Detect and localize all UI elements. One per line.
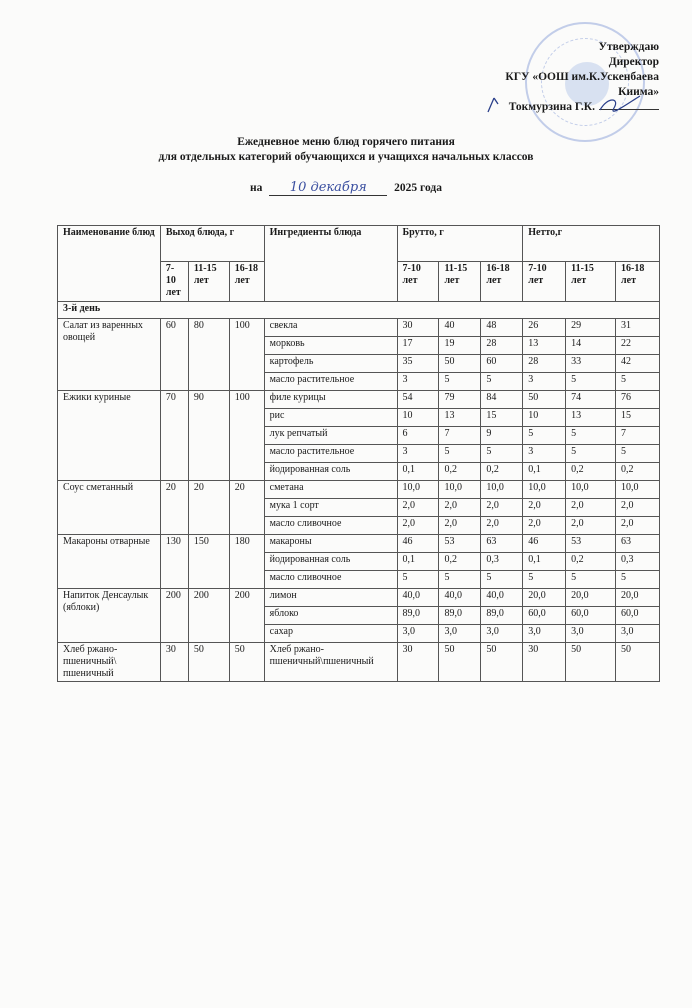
netto-value: 10,0 [616, 481, 660, 499]
brutto-value: 50 [439, 643, 481, 682]
brutto-value: 5 [439, 373, 481, 391]
brutto-value: 3 [397, 445, 439, 463]
day-label: 3-й день [58, 302, 660, 319]
ingredient-name: филе курицы [264, 391, 397, 409]
brutto-value: 89,0 [439, 607, 481, 625]
netto-value: 50 [523, 391, 566, 409]
netto-value: 2,0 [523, 517, 566, 535]
brutto-value: 5 [397, 571, 439, 589]
netto-value: 28 [523, 355, 566, 373]
brutto-value: 46 [397, 535, 439, 553]
dish-yield: 20 [188, 481, 229, 535]
netto-value: 10,0 [566, 481, 616, 499]
brutto-value: 10 [397, 409, 439, 427]
ingredient-name: яблоко [264, 607, 397, 625]
netto-value: 0,1 [523, 553, 566, 571]
header-dish-name: Наименование блюд [58, 226, 161, 302]
netto-value: 26 [523, 319, 566, 337]
ingredient-row [58, 589, 660, 607]
brutto-value: 50 [439, 355, 481, 373]
header-age-netto: 11-15 лет [566, 262, 616, 302]
brutto-value: 10,0 [439, 481, 481, 499]
brutto-value: 40 [439, 319, 481, 337]
netto-value: 0,1 [523, 463, 566, 481]
signature-icon [480, 94, 670, 114]
brutto-value: 5 [481, 445, 523, 463]
brutto-value: 2,0 [439, 499, 481, 517]
dish-yield: 50 [229, 643, 264, 682]
dish-yield: 100 [229, 391, 264, 481]
brutto-value: 5 [481, 571, 523, 589]
dish-yield: 20 [229, 481, 264, 535]
document-subtitle: для отдельных категорий обучающихся и учащихся начальных классов [158, 151, 534, 163]
brutto-value: 63 [481, 535, 523, 553]
dish-yield: 30 [160, 643, 188, 682]
netto-value: 20,0 [616, 589, 660, 607]
ingredient-name: йодированная соль [264, 463, 397, 481]
brutto-value: 79 [439, 391, 481, 409]
netto-value: 2,0 [523, 499, 566, 517]
brutto-value: 2,0 [481, 517, 523, 535]
netto-value: 13 [523, 337, 566, 355]
ingredient-row [58, 481, 660, 499]
brutto-value: 10,0 [481, 481, 523, 499]
brutto-value: 89,0 [481, 607, 523, 625]
netto-value: 0,2 [566, 463, 616, 481]
dish-yield: 200 [229, 589, 264, 643]
header-netto: Нетто,г [523, 226, 660, 262]
dish-name: Соус сметанный [58, 481, 161, 535]
netto-value: 7 [616, 427, 660, 445]
ingredient-name: макароны [264, 535, 397, 553]
brutto-value: 0,1 [397, 463, 439, 481]
date-prefix: на [250, 182, 263, 194]
ingredient-name: сметана [264, 481, 397, 499]
ingredient-name: картофель [264, 355, 397, 373]
netto-value: 0,2 [566, 553, 616, 571]
brutto-value: 15 [481, 409, 523, 427]
dish-yield: 80 [188, 319, 229, 391]
dish-yield: 50 [188, 643, 229, 682]
netto-value: 0,3 [616, 553, 660, 571]
netto-value: 5 [523, 571, 566, 589]
brutto-value: 13 [439, 409, 481, 427]
netto-value: 50 [616, 643, 660, 682]
netto-value: 33 [566, 355, 616, 373]
dish-name: Макароны отварные [58, 535, 161, 589]
ingredient-row [58, 535, 660, 553]
header-age-yield: 11-15 лет [188, 262, 229, 302]
menu-date [0, 180, 692, 196]
netto-value: 3,0 [523, 625, 566, 643]
netto-value: 3 [523, 373, 566, 391]
dish-yield: 200 [160, 589, 188, 643]
ingredient-name: Хлеб ржано-пшеничный\пшеничный [264, 643, 397, 682]
netto-value: 2,0 [616, 499, 660, 517]
brutto-value: 5 [439, 571, 481, 589]
header-age-brutto: 16-18 лет [481, 262, 523, 302]
brutto-value: 2,0 [481, 499, 523, 517]
brutto-value: 6 [397, 427, 439, 445]
approval-line: Киима» [618, 86, 659, 98]
ingredient-name: лимон [264, 589, 397, 607]
dish-yield: 200 [188, 589, 229, 643]
header-yield: Выход блюда, г [160, 226, 264, 262]
brutto-value: 9 [481, 427, 523, 445]
netto-value: 10 [523, 409, 566, 427]
netto-value: 2,0 [616, 517, 660, 535]
document-title: Ежедневное меню блюд горячего питания [237, 136, 455, 148]
brutto-value: 2,0 [397, 517, 439, 535]
date-suffix: 2025 года [394, 182, 442, 194]
header-age-yield: 7-10 лет [160, 262, 188, 302]
brutto-value: 50 [481, 643, 523, 682]
ingredient-name: лук репчатый [264, 427, 397, 445]
netto-value: 15 [616, 409, 660, 427]
ingredient-row [58, 643, 660, 682]
netto-value: 29 [566, 319, 616, 337]
brutto-value: 3,0 [397, 625, 439, 643]
brutto-value: 5 [481, 373, 523, 391]
approval-line: КГУ «ООШ им.К.Ускенбаева [505, 71, 659, 83]
brutto-value: 89,0 [397, 607, 439, 625]
netto-value: 2,0 [566, 499, 616, 517]
netto-value: 60,0 [616, 607, 660, 625]
date-handwritten: 10 декабря [269, 180, 387, 196]
netto-value: 10,0 [523, 481, 566, 499]
netto-value: 74 [566, 391, 616, 409]
netto-value: 46 [523, 535, 566, 553]
netto-value: 53 [566, 535, 616, 553]
netto-value: 3,0 [566, 625, 616, 643]
dish-yield: 180 [229, 535, 264, 589]
netto-value: 5 [616, 571, 660, 589]
netto-value: 5 [566, 427, 616, 445]
netto-value: 60,0 [523, 607, 566, 625]
netto-value: 2,0 [566, 517, 616, 535]
netto-value: 50 [566, 643, 616, 682]
brutto-value: 48 [481, 319, 523, 337]
brutto-value: 84 [481, 391, 523, 409]
ingredient-row [58, 319, 660, 337]
dish-yield: 20 [160, 481, 188, 535]
dish-yield: 100 [229, 319, 264, 391]
header-age-brutto: 7-10 лет [397, 262, 439, 302]
ingredient-name: сахар [264, 625, 397, 643]
ingredient-row [58, 391, 660, 409]
ingredient-name: мука 1 сорт [264, 499, 397, 517]
dish-name: Напиток Денсаулык (яблоки) [58, 589, 161, 643]
netto-value: 13 [566, 409, 616, 427]
netto-value: 30 [523, 643, 566, 682]
netto-value: 5 [523, 427, 566, 445]
netto-value: 42 [616, 355, 660, 373]
brutto-value: 60 [481, 355, 523, 373]
netto-value: 0,2 [616, 463, 660, 481]
netto-value: 5 [566, 445, 616, 463]
ingredient-name: масло сливочное [264, 517, 397, 535]
brutto-value: 35 [397, 355, 439, 373]
netto-value: 63 [616, 535, 660, 553]
netto-value: 3 [523, 445, 566, 463]
dish-name: Салат из варенных овощей [58, 319, 161, 391]
ingredient-name: рис [264, 409, 397, 427]
netto-value: 14 [566, 337, 616, 355]
netto-value: 20,0 [523, 589, 566, 607]
netto-value: 31 [616, 319, 660, 337]
brutto-value: 0,2 [481, 463, 523, 481]
brutto-value: 28 [481, 337, 523, 355]
ingredient-name: масло растительное [264, 445, 397, 463]
brutto-value: 30 [397, 319, 439, 337]
brutto-value: 10,0 [397, 481, 439, 499]
brutto-value: 3,0 [439, 625, 481, 643]
ingredient-name: свекла [264, 319, 397, 337]
brutto-value: 40,0 [439, 589, 481, 607]
header-age-netto: 16-18 лет [616, 262, 660, 302]
dish-yield: 130 [160, 535, 188, 589]
ingredient-name: масло сливочное [264, 571, 397, 589]
director-name-text: Токмурзина Г.К. [508, 101, 595, 113]
brutto-value: 54 [397, 391, 439, 409]
netto-value: 5 [616, 445, 660, 463]
netto-value: 60,0 [566, 607, 616, 625]
header-age-brutto: 11-15 лет [439, 262, 481, 302]
netto-value: 5 [616, 373, 660, 391]
brutto-value: 30 [397, 643, 439, 682]
brutto-value: 40,0 [397, 589, 439, 607]
brutto-value: 0,1 [397, 553, 439, 571]
brutto-value: 0,2 [439, 463, 481, 481]
approval-line: Директор [608, 56, 659, 68]
netto-value: 3,0 [616, 625, 660, 643]
brutto-value: 40,0 [481, 589, 523, 607]
header-brutto: Брутто, г [397, 226, 523, 262]
brutto-value: 7 [439, 427, 481, 445]
netto-value: 22 [616, 337, 660, 355]
brutto-value: 17 [397, 337, 439, 355]
dish-yield: 90 [188, 391, 229, 481]
approval-line: Утверждаю [598, 41, 659, 53]
brutto-value: 2,0 [397, 499, 439, 517]
ingredient-name: морковь [264, 337, 397, 355]
netto-value: 20,0 [566, 589, 616, 607]
ingredient-name: масло растительное [264, 373, 397, 391]
brutto-value: 2,0 [439, 517, 481, 535]
dish-yield: 150 [188, 535, 229, 589]
dish-name: Хлеб ржано-пшеничный\ пшеничный [58, 643, 161, 682]
menu-table [57, 225, 660, 682]
netto-value: 76 [616, 391, 660, 409]
netto-value: 5 [566, 373, 616, 391]
brutto-value: 53 [439, 535, 481, 553]
header-age-yield: 16-18 лет [229, 262, 264, 302]
brutto-value: 0,3 [481, 553, 523, 571]
header-ingredients: Ингредиенты блюда [264, 226, 397, 302]
dish-yield: 60 [160, 319, 188, 391]
netto-value: 5 [566, 571, 616, 589]
brutto-value: 3,0 [481, 625, 523, 643]
dish-name: Ежики куриные [58, 391, 161, 481]
dish-yield: 70 [160, 391, 188, 481]
brutto-value: 19 [439, 337, 481, 355]
brutto-value: 3 [397, 373, 439, 391]
header-age-netto: 7-10 лет [523, 262, 566, 302]
brutto-value: 0,2 [439, 553, 481, 571]
ingredient-name: йодированная соль [264, 553, 397, 571]
brutto-value: 5 [439, 445, 481, 463]
